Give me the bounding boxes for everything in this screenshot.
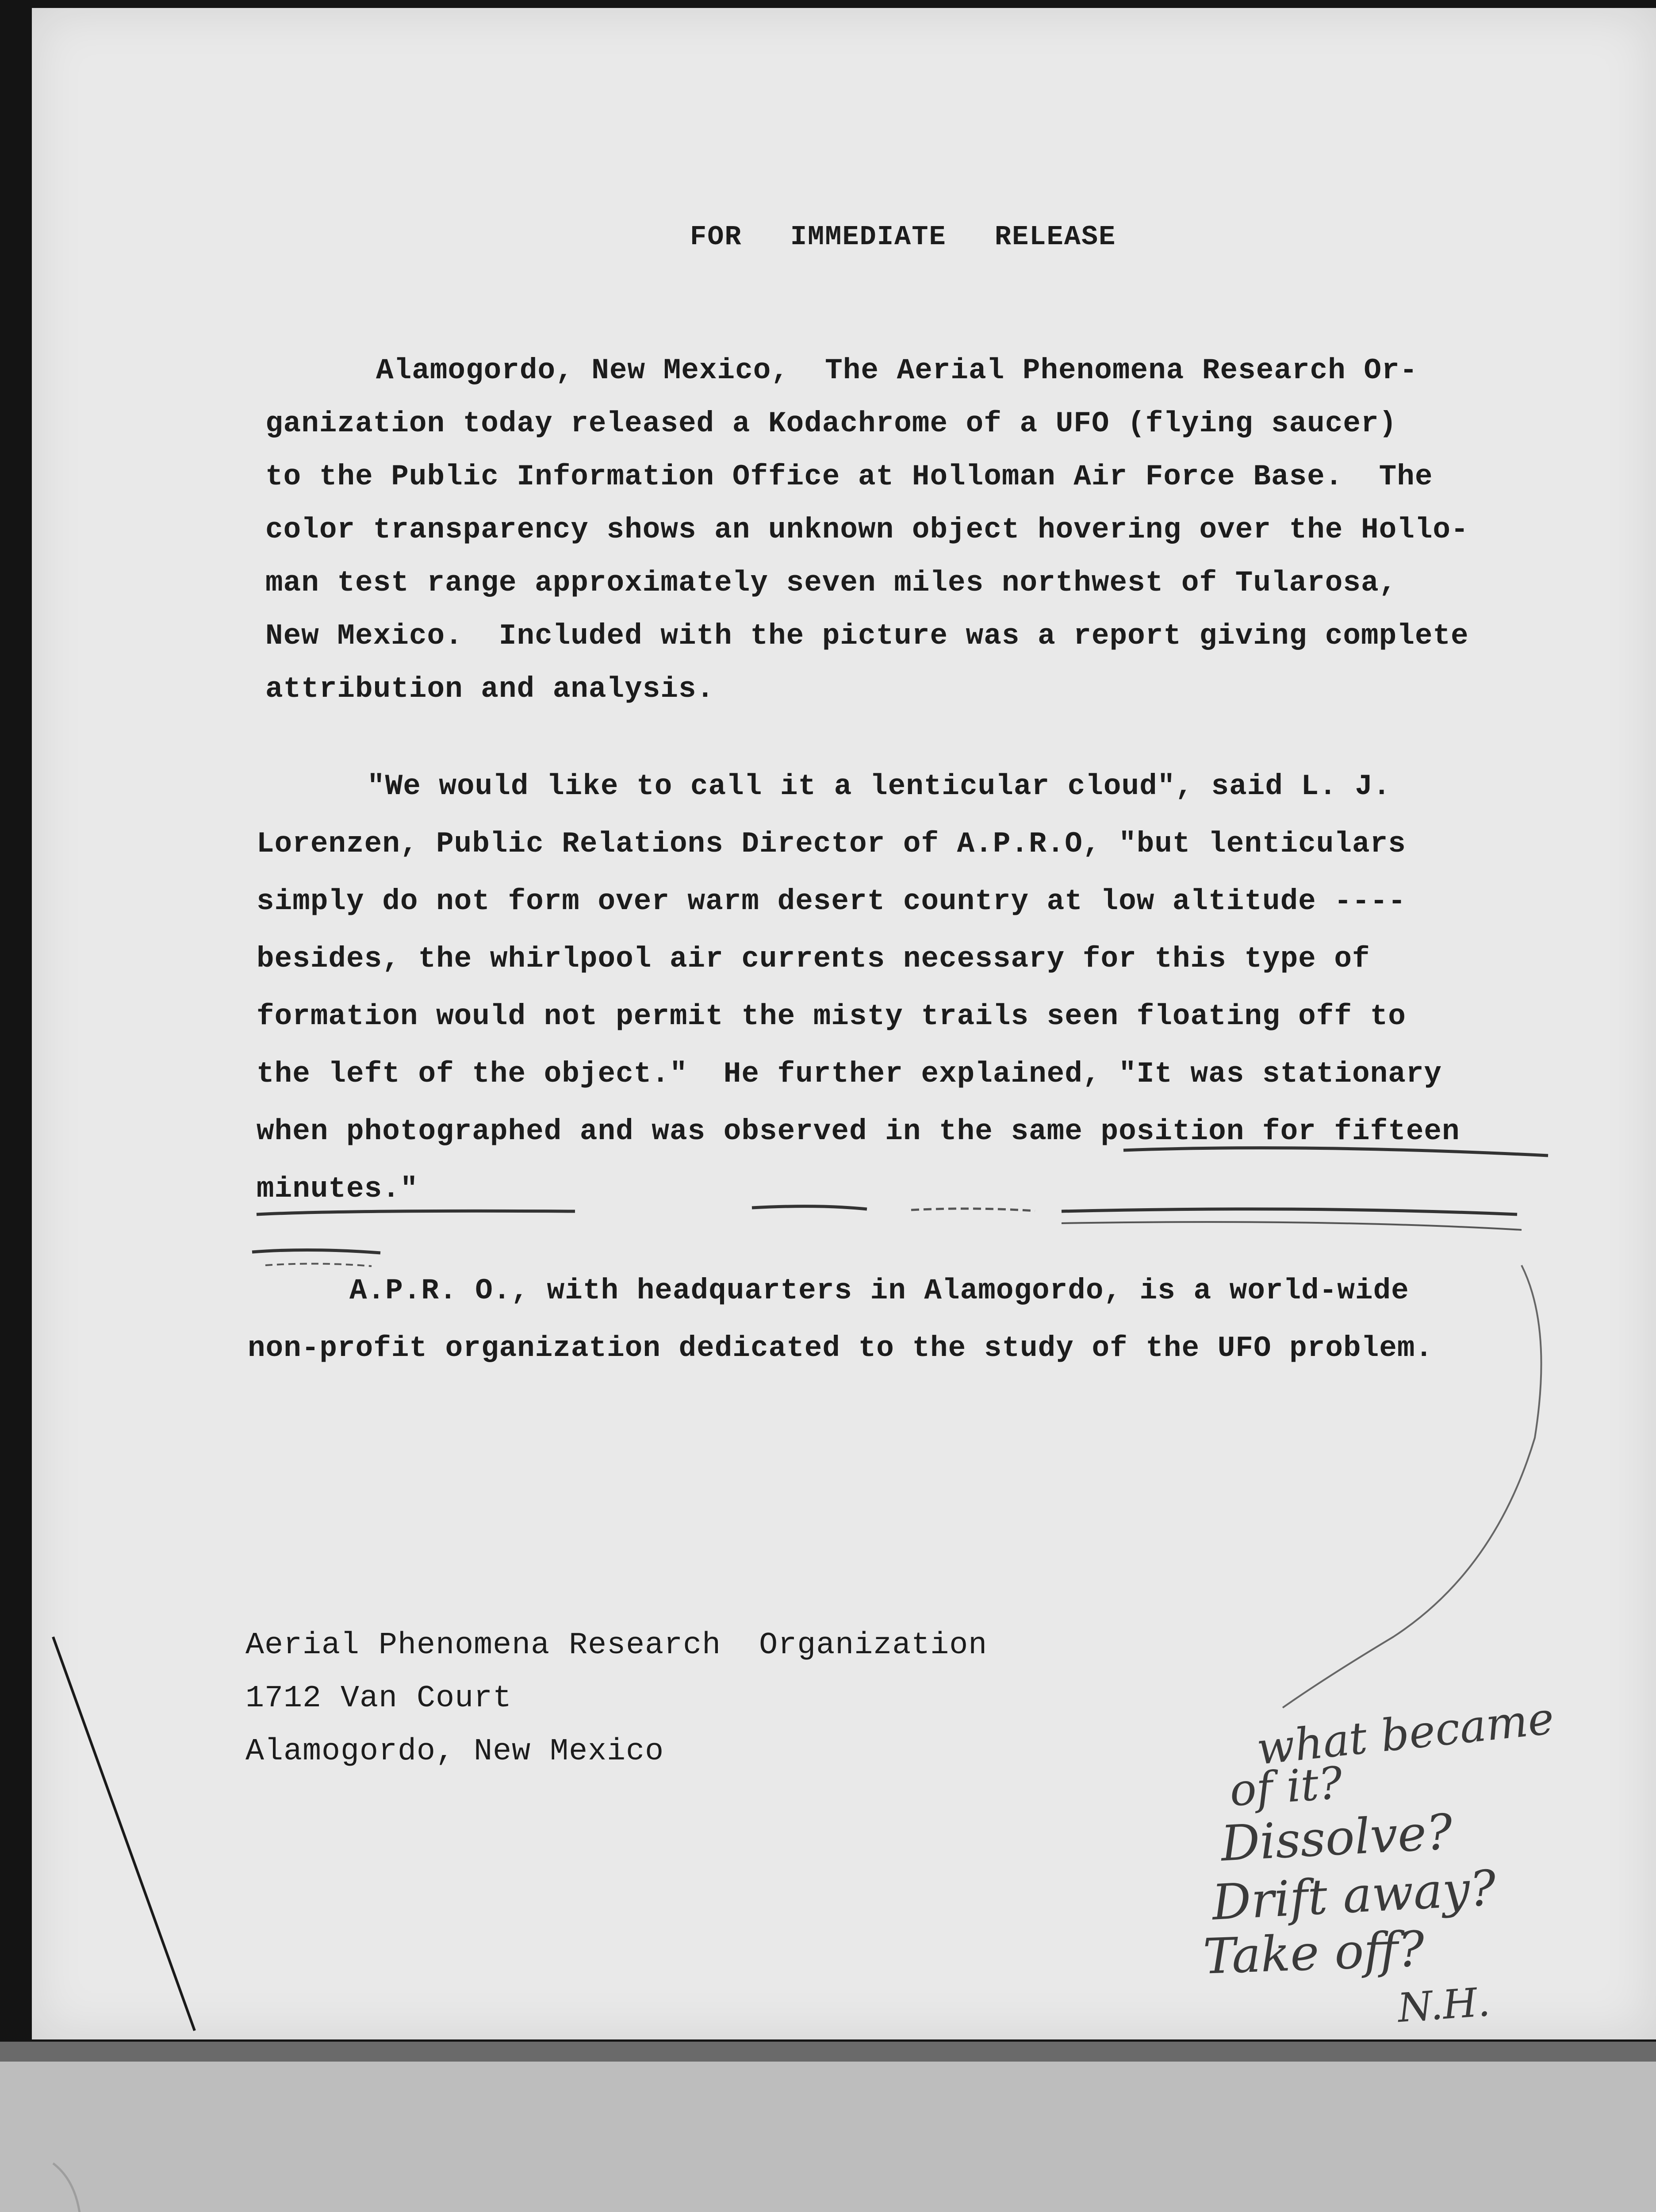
p2-line-8: minutes." xyxy=(257,1172,418,1206)
backing-scribble xyxy=(53,2163,159,2212)
p3-line-2: non-profit organization dedicated to the study of the UFO problem. xyxy=(248,1332,1434,1365)
p1-line-4: color transparency shows an unknown object hovering over the Hollo- xyxy=(265,513,1469,546)
underline-observed xyxy=(752,1206,867,1209)
underline-stationary xyxy=(1123,1148,1548,1156)
p2-line-6: the left of the object." He further explained, "It was stationary xyxy=(257,1057,1442,1091)
address-city: Alamogordo, New Mexico xyxy=(245,1734,664,1769)
p1-line-6: New Mexico. Included with the picture was a report giving complete xyxy=(265,619,1469,653)
p2-line-7: when photographed and was observed in the same position for fifteen xyxy=(257,1115,1460,1148)
handwritten-note-2: of it? xyxy=(1228,1757,1344,1816)
p3-line-1: A.P.R. O., with headquarters in Alamogordo, is a world-wide xyxy=(349,1274,1409,1307)
p2-line-2: Lorenzen, Public Relations Director of A.P.R.O, "but lenticulars xyxy=(257,827,1406,860)
address-organization: Aerial Phenomena Research Organization xyxy=(245,1628,988,1663)
p1-line-5: man test range approximately seven miles northwest of Tularosa, xyxy=(265,566,1397,599)
p2-line-5: formation would not permit the misty trails seen floating off to xyxy=(257,1000,1406,1033)
handwritten-note-1: what became xyxy=(1254,1692,1556,1775)
p1-line-2: ganization today released a Kodachrome of a UFO (flying saucer) xyxy=(265,407,1397,440)
handwritten-note-4: Drift away? xyxy=(1211,1859,1498,1931)
p2-line-4: besides, the whirlpool air currents necessary for this type of xyxy=(257,942,1370,975)
p1-line-1: Alamogordo, New Mexico, The Aerial Phenomena Research Or- xyxy=(376,354,1418,387)
p1-line-7: attribution and analysis. xyxy=(265,672,715,706)
underline-in-the xyxy=(911,1209,1035,1211)
underline-minutes-2 xyxy=(265,1263,372,1266)
address-street: 1712 Van Court xyxy=(245,1681,512,1716)
p2-line-3: simply do not form over warm desert country at low altitude ---- xyxy=(257,885,1406,918)
underline-minutes xyxy=(252,1250,380,1253)
pencil-curve xyxy=(1283,1265,1541,1708)
handwritten-note-5: Take off? xyxy=(1202,1920,1426,1985)
p2-line-1: "We would like to call it a lenticular cloud", said L. J. xyxy=(367,770,1391,803)
underline-same-position xyxy=(1062,1209,1517,1214)
handwritten-note-3: Dissolve? xyxy=(1219,1803,1454,1872)
diagonal-edge-line xyxy=(53,1637,195,2031)
handwritten-note-initials: N.H. xyxy=(1396,1978,1492,2032)
release-heading: FOR IMMEDIATE RELEASE xyxy=(690,221,1116,253)
underline-double xyxy=(1062,1222,1522,1230)
underline-photographed xyxy=(257,1211,575,1214)
p1-line-3: to the Public Information Office at Holloman Air Force Base. The xyxy=(265,460,1433,493)
